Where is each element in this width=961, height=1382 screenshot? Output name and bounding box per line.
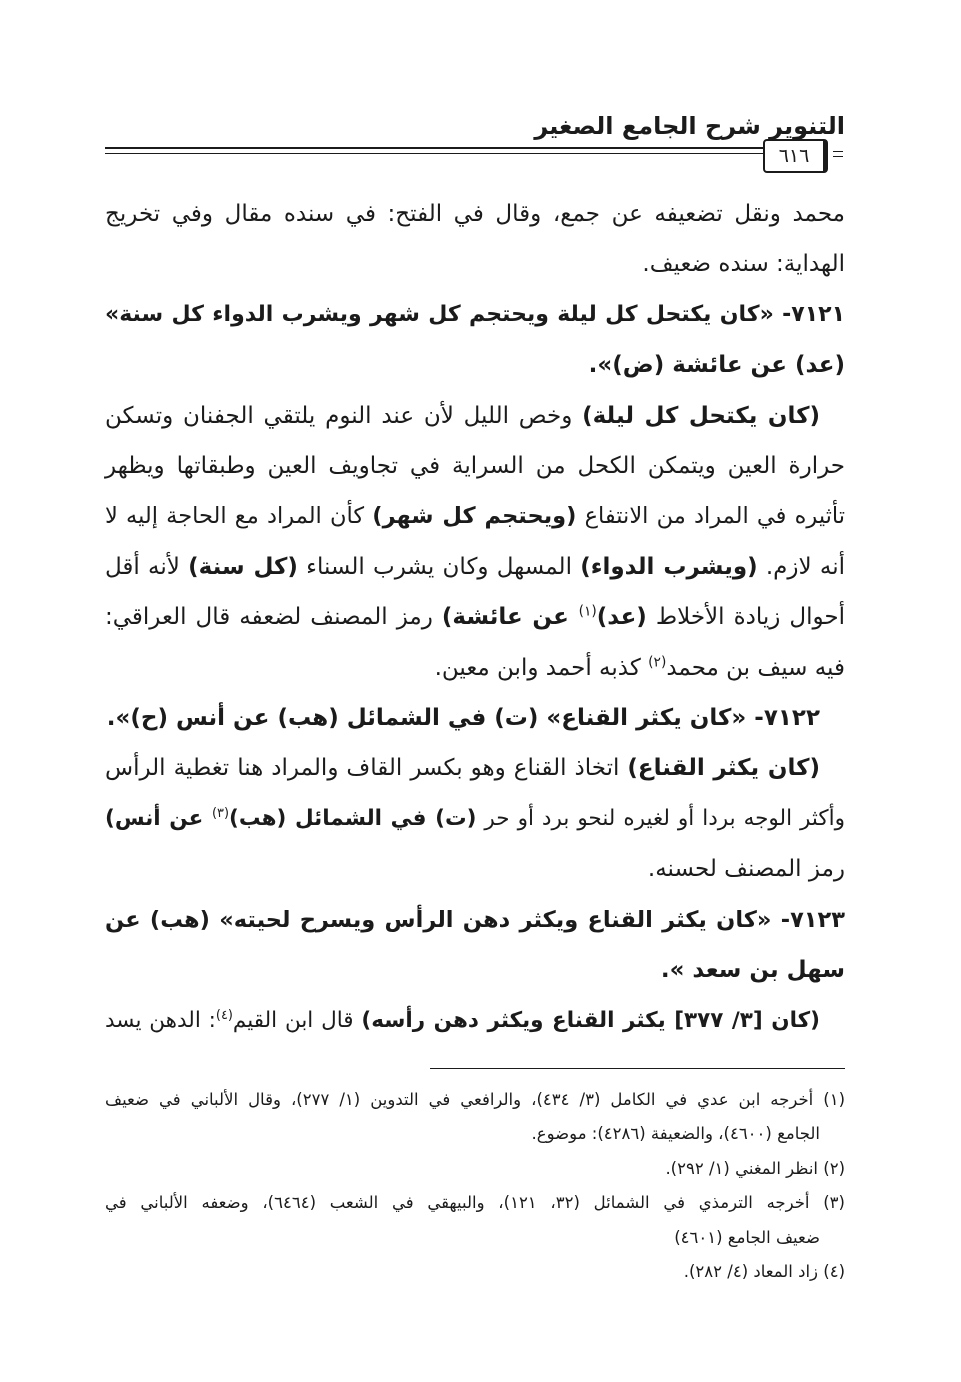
bold-text: ٧١٢١- «كان يكتحل كل ليلة ويحتجم كل شهر ويشرب الدواء كل سنة» <box>105 301 845 327</box>
text-run: فيه سيف بن محمد <box>666 654 845 681</box>
text-run: حرارة العين ويتمكن الكحل من السراية في تجاويف العين وطبقاتها ويظهر <box>105 453 845 480</box>
text-run: (٣) أخرجه الترمذي في الشمائل (٣٢، ١٢١)، والبيهقي في الشعب (٦٤٦٤)، وضعفه الألباني في <box>105 1193 845 1213</box>
text-run: قال ابن القيم <box>232 1007 362 1033</box>
bold-text: ٧١٢٣- «كان يكثر القناع ويكثر دهن الرأس ويسرح لحيته» (هب) عن <box>105 906 845 933</box>
text-run: كذبه أحمد وابن معين. <box>434 654 649 681</box>
body-line <box>105 491 845 541</box>
text-run: رمز المصنف لضعفه قال العراقي: <box>105 604 442 631</box>
body-line <box>105 996 845 1046</box>
bold-text: عن عائشة) <box>441 604 579 631</box>
text-run: (١) أخرجه ابن عدي في الكامل (٣/ ٤٣٤)، والرافعي في التدوين (١/ ٢٧٧)، وقال الألباني في ضعيف <box>105 1090 845 1109</box>
bold-text: (ويشرب الدواء) <box>580 553 758 580</box>
bold-text: سهل بن سعد ». <box>660 957 845 984</box>
body-line <box>105 441 845 491</box>
hadith-heading-7123-source <box>105 945 845 995</box>
footnotes <box>105 1083 845 1289</box>
footnote-line <box>105 1152 845 1186</box>
body-line <box>105 794 845 844</box>
footnote-ref: (٢) <box>648 654 667 670</box>
text-run: أنه لازم. <box>757 553 845 580</box>
hadith-heading-7123 <box>105 895 845 945</box>
bold-text: (كان [٣/ ٣٧٧] يكثر القناع ويكثر دهن رأسه) <box>361 1007 820 1033</box>
header-rule-ornament <box>833 151 843 157</box>
footnote-line <box>105 1186 845 1220</box>
bold-text: (كان يكثر القناع) <box>627 755 820 782</box>
text-run: المسهل وكان يشرب السناء <box>297 553 581 580</box>
text-run: اتخاذ القناع وهو بكسر القاف والمراد هنا تغطية الرأس <box>105 755 628 782</box>
page-number: ٦١٦ <box>763 139 828 173</box>
body-line <box>105 189 845 239</box>
text-run: لأنه أقل <box>105 553 189 580</box>
footnote-ref: (٤) <box>215 1007 233 1023</box>
text-run: أحوال زيادة الأخلاط <box>646 604 845 631</box>
footnote-separator <box>430 1068 845 1069</box>
hadith-heading-7122 <box>105 693 845 743</box>
text-run: (٢) انظر المغني (١/ ٢٩٢). <box>665 1158 845 1178</box>
bold-text: (ت) في الشمائل (هب) <box>229 805 477 831</box>
text-run: (٤) زاد المعاد (٤/ ٢٨٢). <box>683 1262 845 1282</box>
bold-text: (كان يكتحل كل ليلة) <box>582 402 820 429</box>
bold-text: ٧١٢٢- «كان يكثر القناع» (ت) في الشمائل (هب) عن أنس (ح)». <box>106 705 820 732</box>
text-run: الجامع (٤٦٠٠)، والضعيفة (٤٢٨٦): موضوع. <box>531 1124 820 1144</box>
main-text <box>105 189 845 1046</box>
text-run: كأن المراد مع الحاجة إليه لا <box>105 503 373 530</box>
footnote-ref: (٣) <box>212 805 229 821</box>
body-line <box>105 542 845 592</box>
body-line <box>105 592 845 642</box>
bold-text: (ويحتجم كل شهر) <box>372 503 577 530</box>
footnote-line <box>105 1221 845 1255</box>
text-run: رمز المصنف لحسنه. <box>647 856 845 883</box>
body-line <box>105 643 845 693</box>
body-line <box>105 239 845 289</box>
body-line <box>105 844 845 894</box>
bold-text: (كل سنة) <box>188 553 298 580</box>
bold-text: (عد) عن عائشة (ض)». <box>588 352 845 379</box>
hadith-heading-7121 <box>105 290 845 340</box>
body-line <box>105 391 845 441</box>
footnote-ref: (١) <box>578 603 597 620</box>
footnote-line <box>105 1255 845 1289</box>
text-run: ضعيف الجامع (٤٦٠١) <box>674 1227 820 1247</box>
header-double-rule <box>105 147 763 154</box>
hadith-heading-7121-source <box>105 340 845 390</box>
footnote-line <box>105 1117 845 1151</box>
text-run: : الدهن يسد <box>105 1007 216 1033</box>
body-line <box>105 743 845 793</box>
text-run: تأثيره في المراد من الانتفاع <box>576 503 845 530</box>
bold-text: (عد) <box>596 604 647 631</box>
footnote-line <box>105 1083 845 1117</box>
text-run: الهداية: سنده ضعيف. <box>642 251 845 278</box>
text-run: وأكثر الوجه بردا أو لغيره لنحو برد أو حر <box>476 805 845 831</box>
text-run: محمد ونقل تضعيفه عن جمع، وقال في الفتح: في سنده مقال وفي تخريج <box>105 201 845 227</box>
text-run: وخص الليل لأن عند النوم يلتقي الجفنان وتسكن <box>105 402 583 429</box>
book-title: التنوير شرح الجامع الصغير <box>534 112 845 140</box>
bold-text: عن أنس) <box>105 805 212 831</box>
